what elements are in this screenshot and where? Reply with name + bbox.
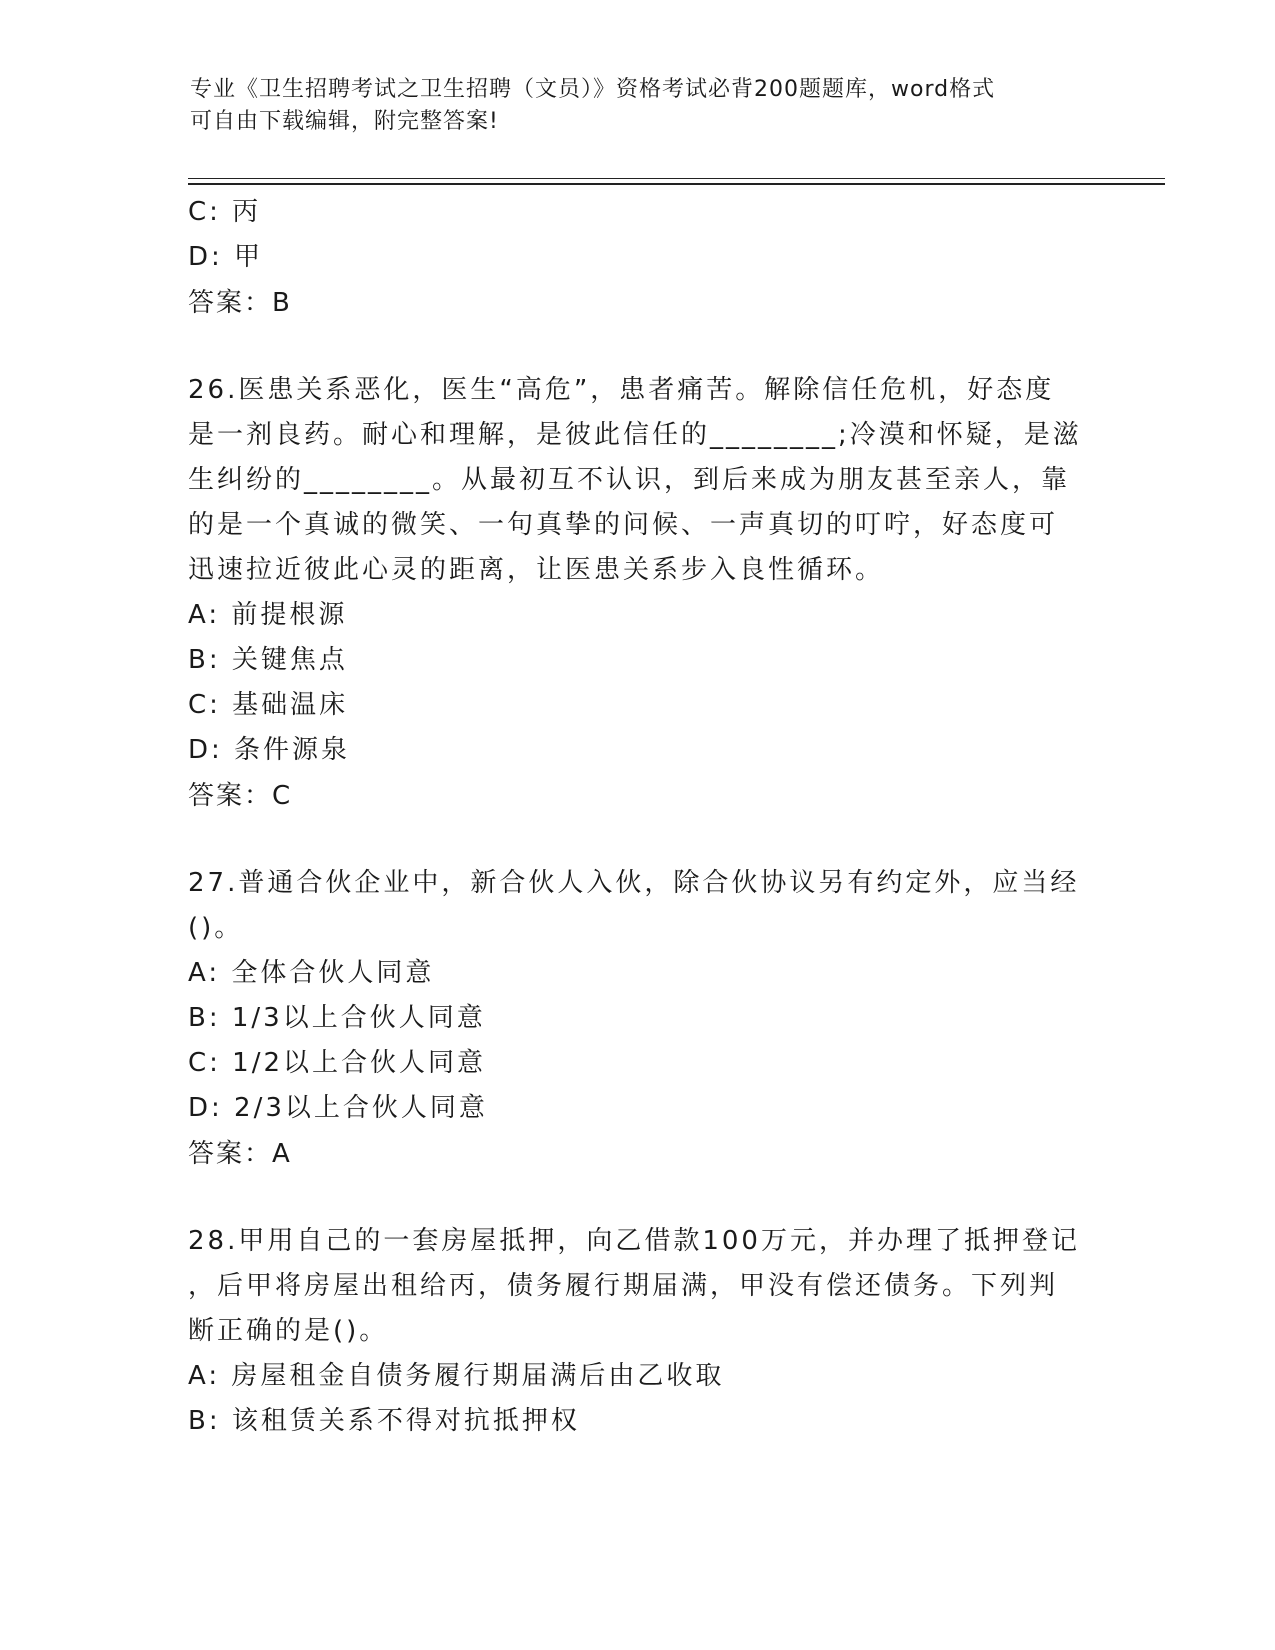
question-26-line-4: 的是一个真诚的微笑、一句真挚的问候、一声真切的叮咛，好态度可	[188, 510, 1059, 540]
question-26-line-3: 生纠纷的________。从最初互不认识，到后来成为朋友甚至亲人，靠	[188, 465, 1071, 495]
question-28-text	[188, 1219, 1088, 1354]
question-28-option-b: B: 该租赁关系不得对抗抵押权	[188, 1406, 580, 1436]
question-27-option-b: B: 1/3以上合伙人同意	[188, 1003, 486, 1033]
header-line-2: 可自由下载编辑，附完整答案!	[190, 109, 499, 134]
question-28-option-a: A: 房屋租金自债务履行期届满后由乙收取	[188, 1361, 725, 1391]
question-26-answer: 答案：C	[188, 781, 293, 811]
document-header	[190, 74, 1070, 138]
question-26-line-5: 迅速拉近彼此心灵的距离，让医患关系步入良性循环。	[188, 555, 885, 585]
prev-option-c: C: 丙	[188, 197, 262, 227]
header-divider-thin	[188, 178, 1165, 179]
question-content	[188, 190, 1088, 1444]
prev-option-d: D: 甲	[188, 242, 264, 272]
question-26-option-b: B: 关键焦点	[188, 645, 348, 675]
question-27-answer: 答案：A	[188, 1139, 292, 1169]
question-27-text	[188, 861, 1088, 951]
question-27-option-a: A: 全体合伙人同意	[188, 958, 435, 988]
question-26-option-a: A: 前提根源	[188, 600, 348, 630]
question-28-line-2: ，后甲将房屋出租给丙，债务履行期届满，甲没有偿还债务。下列判	[188, 1271, 1059, 1301]
question-26-line-2: 是一剂良药。耐心和理解，是彼此信任的________;冷漠和怀疑，是滋	[188, 420, 1082, 450]
prev-answer: 答案：B	[188, 288, 292, 318]
question-27-line-1: 27.普通合伙企业中，新合伙人入伙，除合伙协议另有约定外，应当经	[188, 868, 1080, 898]
question-26-option-c: C: 基础温床	[188, 690, 349, 720]
question-26-line-1: 26.医患关系恶化，医生“高危”，患者痛苦。解除信任危机，好态度	[188, 375, 1055, 405]
question-27-line-2: ()。	[188, 913, 244, 943]
header-divider-thick	[188, 183, 1165, 185]
header-line-1: 专业《卫生招聘考试之卫生招聘（文员）》资格考试必背200题题库，word格式	[190, 77, 996, 102]
question-27-option-c: C: 1/2以上合伙人同意	[188, 1048, 487, 1078]
question-26-text	[188, 368, 1088, 593]
question-26-option-d: D: 条件源泉	[188, 735, 351, 765]
question-28-line-3: 断正确的是()。	[188, 1316, 389, 1346]
question-27-option-d: D: 2/3以上合伙人同意	[188, 1093, 488, 1123]
question-28-line-1: 28.甲用自己的一套房屋抵押，向乙借款100万元，并办理了抵押登记	[188, 1226, 1080, 1256]
